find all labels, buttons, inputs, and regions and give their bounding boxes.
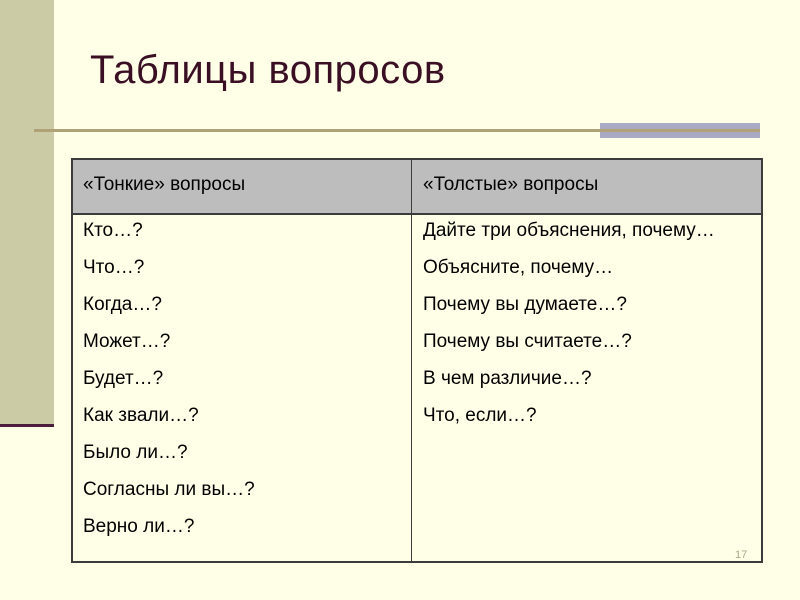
slide-number: 17	[735, 549, 748, 561]
thin-question-item: Может…?	[83, 331, 171, 352]
thin-question-item: Верно ли…?	[83, 516, 195, 537]
thin-question-item: Что…?	[83, 257, 145, 278]
thin-question-item: Кто…?	[83, 220, 143, 241]
questions-table	[71, 158, 763, 563]
header-thin-questions: «Тонкие» вопросы	[83, 174, 246, 195]
thin-questions-column	[83, 220, 403, 553]
thin-question-item: Будет…?	[83, 368, 164, 389]
thin-question-item: Как звали…?	[83, 405, 199, 426]
slide-title: Таблицы вопросов	[90, 48, 446, 92]
title-divider	[34, 129, 600, 132]
thin-question-item: Согласны ли вы…?	[83, 479, 255, 500]
table-header-row	[73, 160, 761, 215]
sidebar-rule	[0, 424, 54, 427]
thick-question-item: Почему вы думаете…?	[423, 294, 627, 315]
header-thick-questions: «Толстые» вопросы	[423, 174, 599, 195]
thick-question-item: Что, если…?	[423, 405, 537, 426]
title-accent-bar	[600, 123, 760, 138]
thin-question-item: Когда…?	[83, 294, 162, 315]
thick-question-item: Объясните, почему…	[423, 257, 614, 278]
thick-question-item: Дайте три объяснения, почему…	[423, 220, 715, 241]
thick-questions-column	[423, 220, 753, 442]
thick-question-item: В чем различие…?	[423, 368, 592, 389]
thick-question-item: Почему вы считаете…?	[423, 331, 632, 352]
thin-question-item: Было ли…?	[83, 442, 188, 463]
column-divider	[411, 160, 412, 561]
sidebar-band	[0, 0, 54, 427]
